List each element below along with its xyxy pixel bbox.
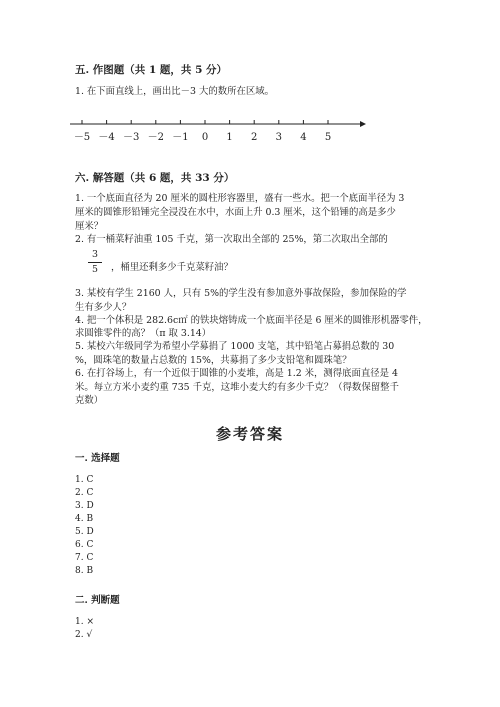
tick-label: 3 [275, 132, 282, 143]
q1-line-2: 厘米的圆锥形铅锤完全浸没在水中，水面上升 0.3 厘米，这个铅锤的高是多少 [75, 207, 396, 218]
section-5-heading: 五. 作图题（共 1 题，共 5 分） [75, 64, 228, 76]
fraction-bar [88, 262, 102, 263]
list-item: 8. B [75, 566, 94, 576]
tick-label: 1 [226, 132, 233, 143]
section-6-heading: 六. 解答题（共 6 题，共 33 分） [75, 172, 235, 184]
answers-judge-list [75, 616, 94, 642]
q3-line-1: 3. 某校有学生 2160 人，只有 5%的学生没有参加意外事故保险，参加保险的学 [75, 288, 407, 299]
list-item: 2. √ [75, 630, 93, 640]
tick-label: 5 [324, 132, 332, 143]
list-item: 1. × [75, 617, 94, 627]
q6-line-2: 米。每立方米小麦约重 735 千克，这堆小麦大约有多少千克？（得数保留整千 [75, 382, 399, 393]
q6-line-3: 克数） [75, 395, 104, 406]
q6-line-1: 6. 在打谷场上，有一个近似于圆锥的小麦堆，高是 1.2 米，测得底面直径是 4 [75, 368, 398, 379]
list-item: 3. D [75, 501, 94, 511]
list-item: 5. D [75, 527, 94, 537]
q2-line-1: 2. 有一桶菜籽油重 105 千克，第一次取出全部的 25%，第二次取出全部的 [75, 234, 388, 245]
q2-fraction [88, 249, 102, 276]
tick-label: －4 [98, 132, 115, 143]
tick-label: －3 [123, 132, 140, 143]
q5-line-2: %，圆珠笔的数量占总数的 15%，共募捐了多少支铅笔和圆珠笔？ [75, 355, 352, 366]
q4-line-2: 求圆锥零件的高？（π 取 3.14） [75, 328, 212, 339]
answers-section-1-heading: 一. 选择题 [75, 453, 120, 464]
answers-choice-list [75, 474, 94, 578]
list-item: 2. C [75, 488, 94, 498]
list-item: 6. C [75, 540, 94, 550]
q1-line-3: 厘米？ [75, 221, 104, 232]
tick-label: 2 [251, 132, 258, 143]
tick-label: －1 [172, 132, 189, 143]
tick-label: 0 [201, 132, 209, 143]
number-line [70, 115, 370, 145]
q1-line-1: 1. 一个底面直径为 20 厘米的圆柱形容器里，盛有一些水。把一个底面半径为 3 [75, 193, 405, 204]
number-line-ticks [74, 120, 331, 143]
tick-label: －5 [73, 132, 91, 143]
q3-line-2: 生有多少人？ [75, 302, 132, 313]
answers-section-2-heading: 二. 判断题 [75, 595, 120, 606]
arrow-right-icon [360, 121, 366, 127]
list-item: 4. B [75, 514, 94, 524]
tick-label: －2 [147, 132, 164, 143]
q5-line-1: 5. 某校六年级同学为希望小学募捐了 1000 支笔，其中铅笔占募捐总数的 30 [75, 341, 395, 352]
list-item: 1. C [75, 475, 94, 485]
answers-title: 参考答案 [215, 425, 284, 443]
q2-line-2: ，桶里还剩多少千克菜籽油？ [111, 262, 233, 273]
q4-line-1: 4. 把一个体积是 282.6c㎡ 的铁块熔铸成一个底面半径是 6 厘米的圆锥形机器零件， [75, 315, 428, 326]
fraction-numerator: 3 [92, 249, 98, 260]
fraction-denominator: 5 [92, 264, 98, 275]
section-5-question-1: 1. 在下面直线上，画出比－3 大的数所在区域。 [75, 86, 274, 97]
tick-label: 4 [300, 132, 307, 143]
list-item: 7. C [75, 553, 94, 563]
